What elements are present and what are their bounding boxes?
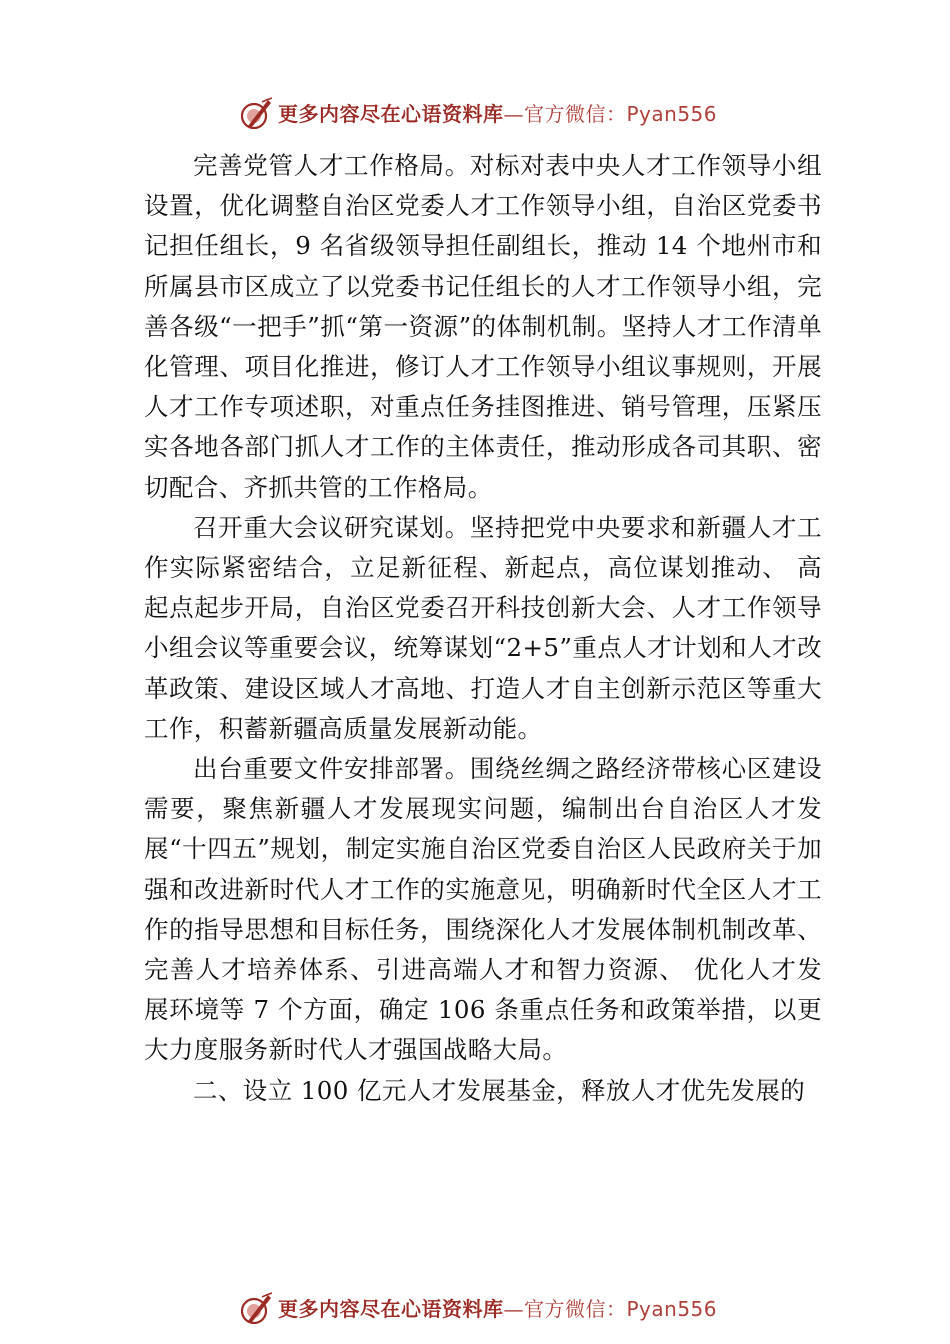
quill-pen-logo-icon <box>238 1291 274 1327</box>
footer-banner <box>0 1289 950 1329</box>
banner-text <box>278 100 717 128</box>
banner-label: 官方微信： <box>524 102 627 126</box>
paragraph: 召开重大会议研究谋划。坚持把党中央要求和新疆人才工作实际紧密结合，立足新征程、新起点，高位谋划推动、 高起点起步开局，自治区党委召开科技创新大会、人才工作领导小组会议等重要会议，统筹谋划“2+5”重点人才计划和人才改革政策、建设区域人才高地、打造人才自主创新示范区等重大工作，积蓄新疆高质量发展新动能。 <box>144 512 822 743</box>
paragraph: 完善党管人才工作格局。对标对表中央人才工作领导小组设置，优化调整自治区党委人才工作领导小组，自治区党委书记担任组长，9 名省级领导担任副组长，推动 14 个地州市和所属县市区成立了以党委书记任组长的人才工作领导小组，完善各级“一把手”抓“第一资源”的体制机制。坚持人才工作清单化管理、项目化推进，修订人才工作领导小组议事规则，开展人才工作专项述职，对重点任务挂图推进、销号管理，压紧压实各地各部门抓人才工作的主体责任，推动形成各司其职、密切配合、齐抓共管的工作格局。 <box>144 151 822 502</box>
banner-text <box>278 1295 717 1323</box>
banner-separator: — <box>503 1297 524 1321</box>
banner-separator: — <box>503 102 524 126</box>
banner-wechat-id: Pyan556 <box>626 1297 718 1321</box>
banner-wechat-id: Pyan556 <box>626 102 718 126</box>
header-banner <box>0 94 950 134</box>
banner-label: 官方微信： <box>524 1297 627 1321</box>
document-body <box>144 146 822 1111</box>
paragraph: 二、设立 100 亿元人才发展基金，释放人才优先发展的 <box>193 1075 806 1105</box>
quill-pen-logo-icon <box>238 96 274 132</box>
banner-brand: 更多内容尽在心语资料库 <box>278 102 504 126</box>
paragraph: 出台重要文件安排部署。围绕丝绸之路经济带核心区建设需要，聚焦新疆人才发展现实问题，编制出台自治区人才发展“十四五”规划，制定实施自治区党委自治区人民政府关于加强和改进新时代人才工作的实施意见，明确新时代全区人才工作的指导思想和目标任务，围绕深化人才发展体制机制改革、完善人才培养体系、引进高端人才和智力资源、 优化人才发展环境等 7 个方面，确定 106 条重点任务和政策举措，以更大力度服务新时代人才强国战略大局。 <box>144 754 822 1065</box>
banner-brand: 更多内容尽在心语资料库 <box>278 1297 504 1321</box>
